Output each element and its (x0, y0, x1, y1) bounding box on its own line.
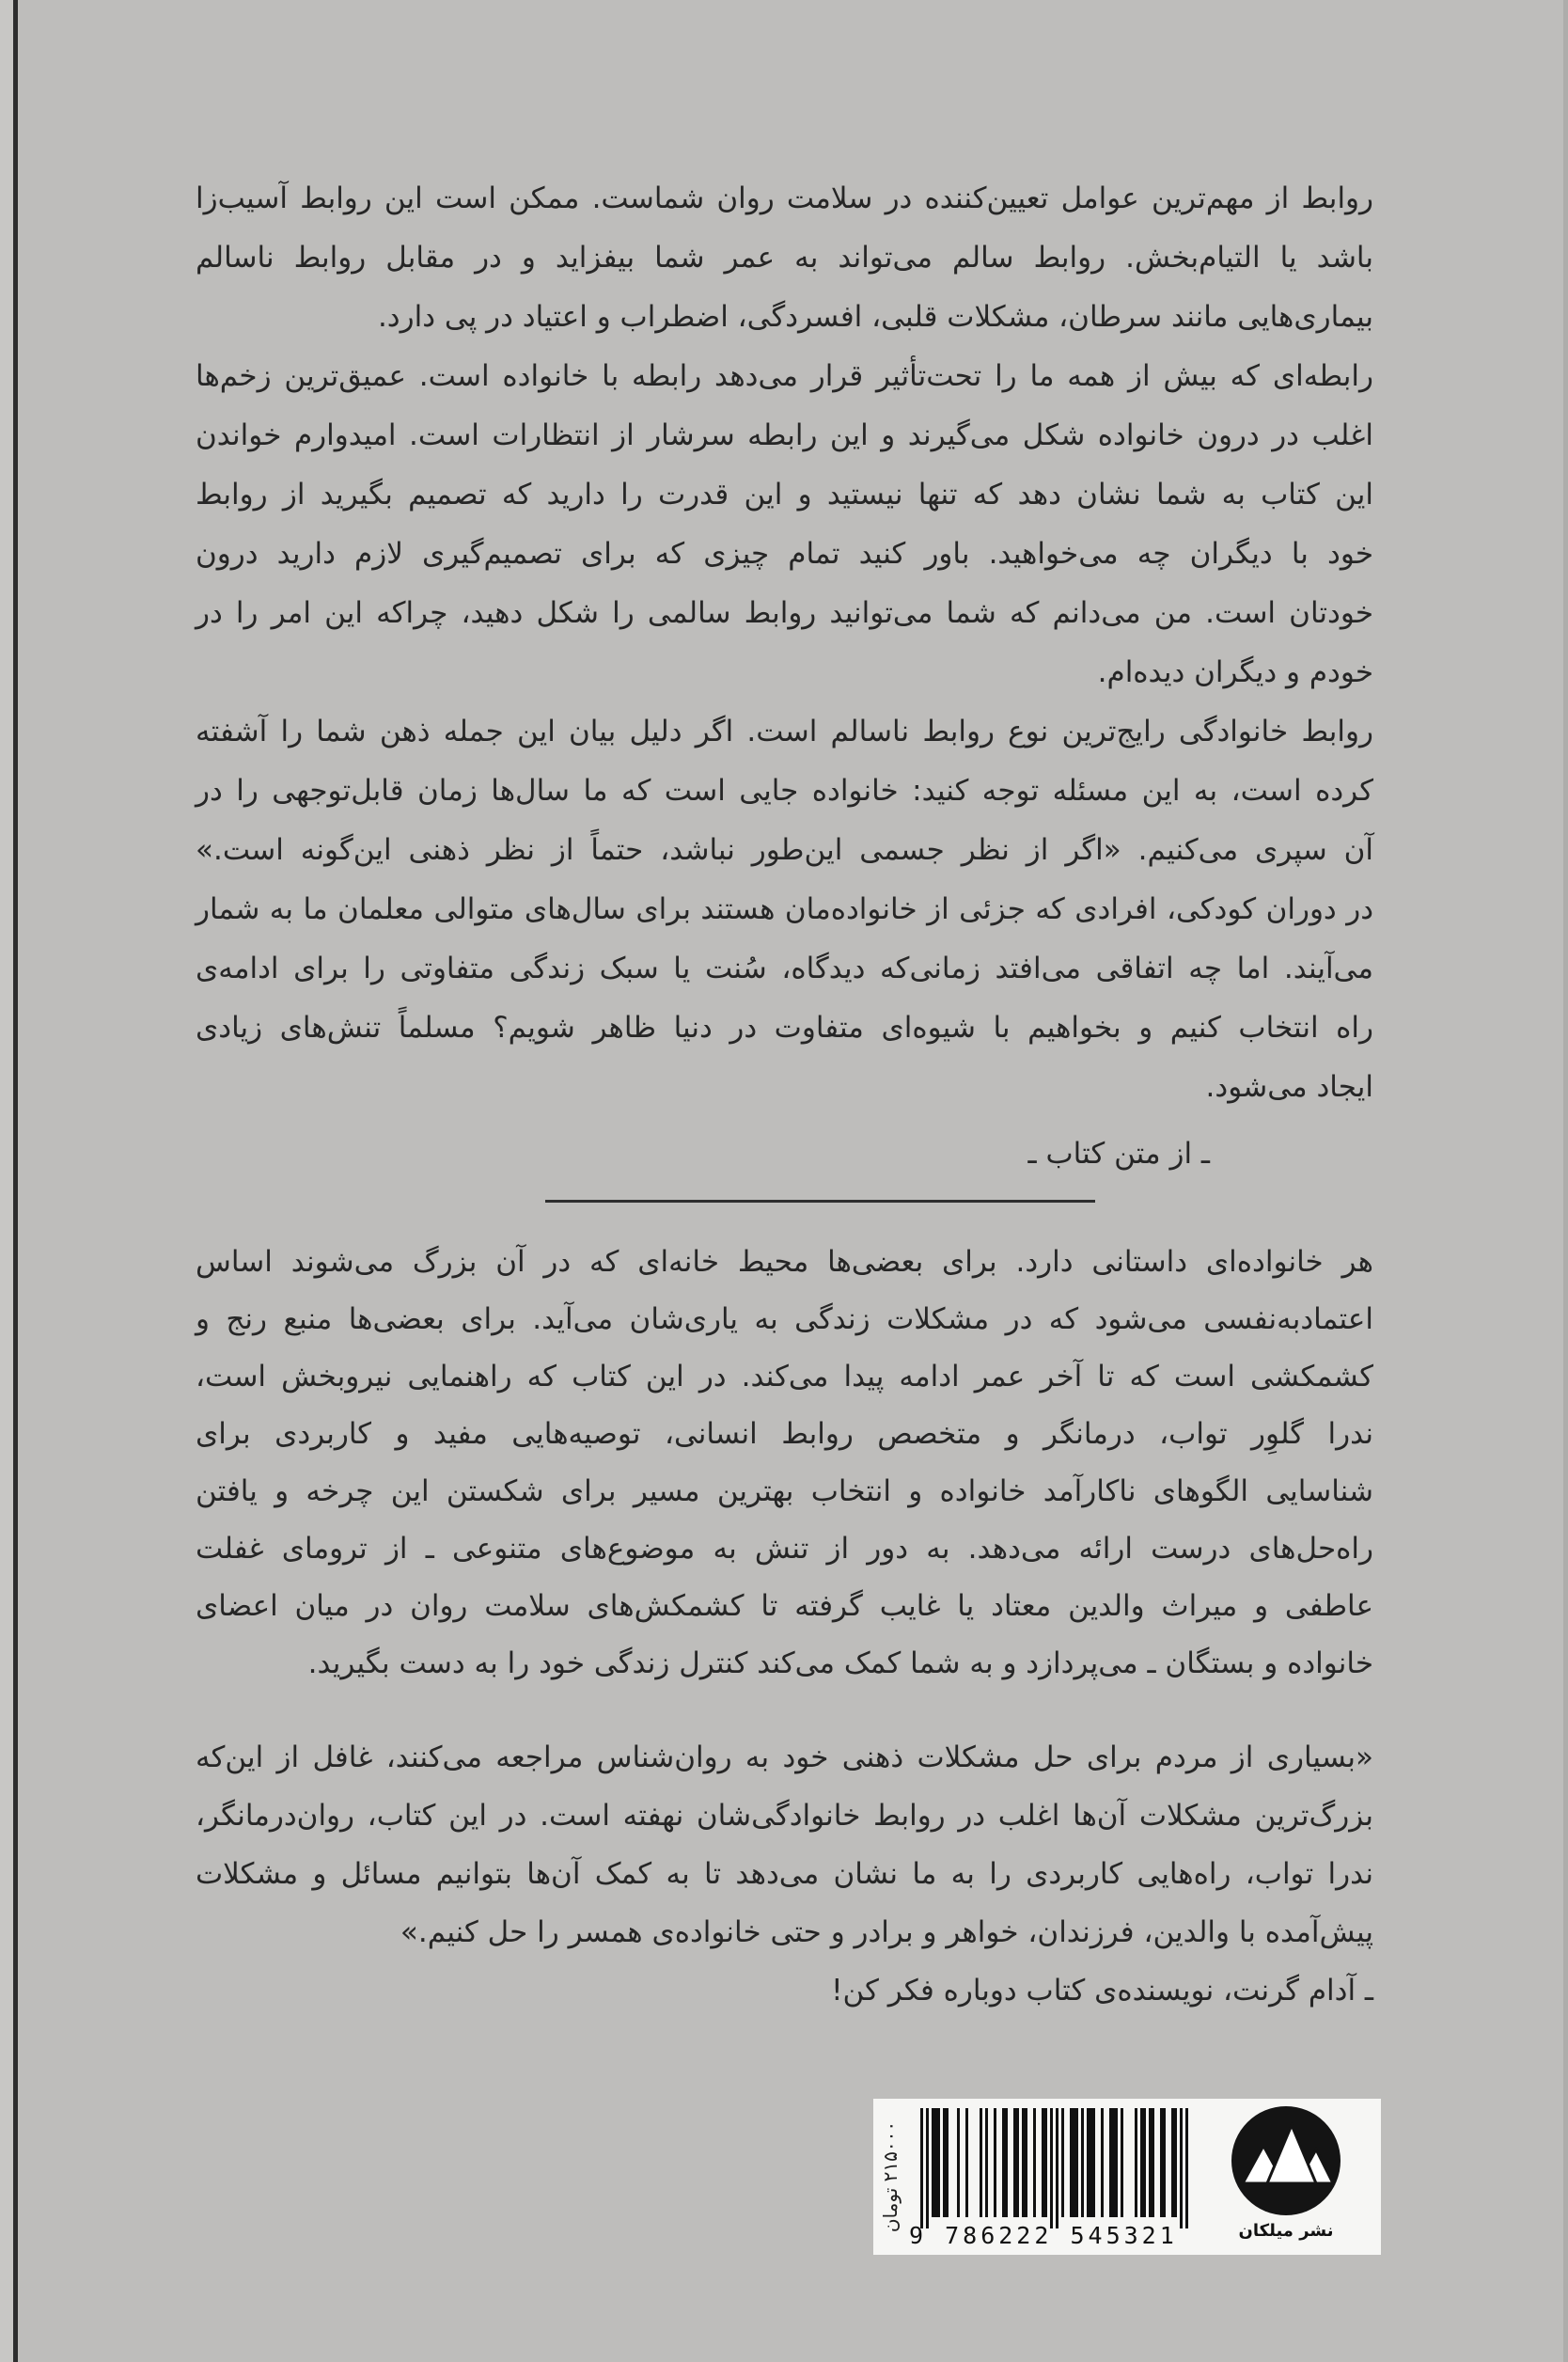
description-line: کشمکشی است که تا آخر عمر ادامه پیدا می‌کند. در این کتاب که راهنمایی نیروبخش است، (196, 1360, 1373, 1394)
excerpt-line: باشد یا التیام‌بخش. روابط سالم می‌تواند به عمر شما بیفزاید و در مقابل روابط ناسالم (196, 241, 1373, 275)
description-block (196, 1234, 1373, 1693)
endorsement-attribution: ـ آدام گرنت، نویسنده‌ی کتاب دوباره فکر کن! (831, 1974, 1373, 2008)
barcode-bar (1109, 2108, 1118, 2217)
endorsement-block (196, 1728, 1373, 2020)
excerpt-line: اغلب در درون خانواده شکل می‌گیرند و این رابطه سرشار از انتظارات است. امیدوارم خواندن (196, 418, 1373, 452)
barcode-bar (932, 2108, 940, 2217)
excerpt-line: رابطه‌ای که بیش از همه ما را تحت‌تأثیر قرار می‌دهد رابطه با خانواده است. عمیق‌ترین زخم‌ها (196, 359, 1373, 393)
excerpt-line: می‌آیند. اما چه اتفاقی می‌افتد زمانی‌که دیدگاه، سُنت یا سبک زندگی متفاوتی را برای ادامه‌ی (196, 952, 1373, 985)
barcode-bar (1087, 2108, 1095, 2217)
barcode-bar (1002, 2108, 1008, 2217)
excerpt-line: خودم و دیگران دیده‌ام. (1097, 655, 1373, 689)
isbn-number: 9 786222 545321 (909, 2222, 1178, 2249)
barcode-bar (1149, 2108, 1154, 2217)
barcode-bar (1135, 2108, 1137, 2217)
spine-edge-line (13, 0, 18, 2362)
barcode-bar (1013, 2108, 1019, 2217)
barcode-label (873, 2099, 1381, 2255)
endorsement-line: بزرگ‌ترین مشکلات آن‌ها اغلب در روابط خانوادگی‌شان نهفته است. در این کتاب، روان‌درمانگر، (196, 1799, 1373, 1833)
publisher-name: نشر میلکان (1238, 2221, 1334, 2241)
barcode-bar (985, 2108, 988, 2217)
barcode-bar (1140, 2108, 1146, 2217)
cover-edge (0, 0, 13, 2362)
barcode-bar (1121, 2108, 1123, 2217)
excerpt-line: راه انتخاب کنیم و بخواهیم با شیوه‌ای متفاوت در دنیا ظاهر شویم؟ مسلماً تنش‌های زیادی (196, 1011, 1373, 1045)
excerpt-line: ایجاد می‌شود. (1205, 1070, 1373, 1104)
excerpt-source: ـ از متن کتاب ـ (1027, 1137, 1210, 1171)
barcode-bar (1042, 2108, 1047, 2217)
description-line: شناسایی الگوهای ناکارآمد خانواده و انتخاب بهترین مسیر برای شکستن این چرخه و یافتن (196, 1474, 1373, 1508)
excerpt-line: بیماری‌هایی مانند سرطان، مشکلات قلبی، افسردگی، اضطراب و اعتیاد در پی دارد. (377, 300, 1373, 334)
description-line: خانواده و بستگان ـ می‌پردازد و به شما کمک می‌کند کنترل زندگی خود را به دست بگیرید. (307, 1646, 1373, 1680)
barcode-bar (920, 2108, 923, 2228)
barcode-bar (1022, 2108, 1027, 2217)
publisher-logo (1230, 2104, 1342, 2217)
excerpt-source-block (196, 1125, 1373, 1184)
barcode-bar (926, 2108, 929, 2228)
barcode-bar (1061, 2108, 1064, 2217)
barcode-bar (1171, 2108, 1177, 2217)
excerpt-line: آن سپری می‌کنیم. «اگر از نظر جسمی این‌طور نباشد، حتماً از نظر ذهنی این‌گونه است.» (196, 833, 1373, 867)
barcode-bar (1160, 2108, 1166, 2217)
description-line: ندرا گلوِر تواب، درمانگر و متخصص روابط انسانی، توصیه‌هایی مفید و کاربردی برای (196, 1417, 1373, 1451)
barcode (920, 2108, 1188, 2230)
barcode-bar (943, 2108, 949, 2217)
barcode-bar (1185, 2108, 1188, 2228)
barcode-bar (957, 2108, 960, 2217)
section-divider (545, 1200, 1095, 1203)
barcode-bar (1101, 2108, 1104, 2217)
barcode-bar (1180, 2108, 1183, 2228)
excerpt-line: خود با دیگران چه می‌خواهید. باور کنید تمام چیزی که برای تصمیم‌گیری لازم دارید درون (196, 537, 1373, 571)
excerpt-line: این کتاب به شما نشان دهد که تنها نیستید و این قدرت را دارید که تصمیم بگیرید از روابط (196, 478, 1373, 512)
description-line: هر خانواده‌ای داستانی دارد. برای بعضی‌ها محیط خانه‌ای که در آن بزرگ می‌شوند اساس (196, 1245, 1373, 1279)
excerpt-line: در دوران کودکی، افرادی که جزئی از خانواده‌مان هستند برای سال‌های متوالی معلمان ما به شمار (196, 892, 1373, 926)
barcode-bar (1056, 2108, 1058, 2228)
excerpt-block (196, 169, 1373, 1117)
endorsement-line: ندرا تواب، راه‌هایی کاربردی را به ما نشان می‌دهد تا به کمک آن‌ها بتوانیم مسائل و مشکلات (196, 1857, 1373, 1891)
cover-edge-shadow (1563, 0, 1568, 2362)
barcode-bar (1050, 2108, 1053, 2228)
excerpt-line: روابط از مهم‌ترین عوامل تعیین‌کننده در سلامت روان شماست. ممکن است این روابط آسیب‌زا (196, 181, 1373, 215)
excerpt-line: کرده است، به این مسئله توجه کنید: خانواده جایی است که ما سال‌ها زمان قابل‌توجهی را در (196, 774, 1373, 808)
barcode-bar (980, 2108, 982, 2217)
excerpt-line: خودتان است. من می‌دانم که شما می‌توانید روابط سالمی را شکل دهید، چراکه این امر را در (196, 596, 1373, 630)
endorsement-line: «بسیاری از مردم برای حل مشکلات ذهنی خود به روان‌شناس مراجعه می‌کنند، غافل از این‌که (196, 1740, 1373, 1774)
description-line: اعتمادبه‌نفسی می‌شود که در مشکلات زندگی به یاری‌شان می‌آید. برای بعضی‌ها منبع رنج و (196, 1302, 1373, 1336)
price-label: ۲۱۵۰۰۰ تومان (879, 2120, 902, 2233)
endorsement-line: پیش‌آمده با والدین، فرزندان، خواهر و برادر و حتی خانواده‌ی همسر را حل کنیم.» (400, 1915, 1373, 1949)
barcode-bar (1070, 2108, 1078, 2217)
description-line: راه‌حل‌های درست ارائه می‌دهد. به دور از تنش به موضوع‌های متنوعی ـ از ترومای غفلت (196, 1532, 1373, 1566)
barcode-bar (1081, 2108, 1084, 2217)
description-line: عاطفی و میراث والدین معتاد یا غایب گرفته تا کشمکش‌های سلامت روان در میان اعضای (196, 1589, 1373, 1623)
excerpt-line: روابط خانوادگی رایج‌ترین نوع روابط ناسالم است. اگر دلیل بیان این جمله ذهن شما را آشفته (196, 715, 1373, 748)
barcode-bar (994, 2108, 996, 2217)
barcode-bar (965, 2108, 968, 2217)
barcode-bar (1033, 2108, 1036, 2217)
